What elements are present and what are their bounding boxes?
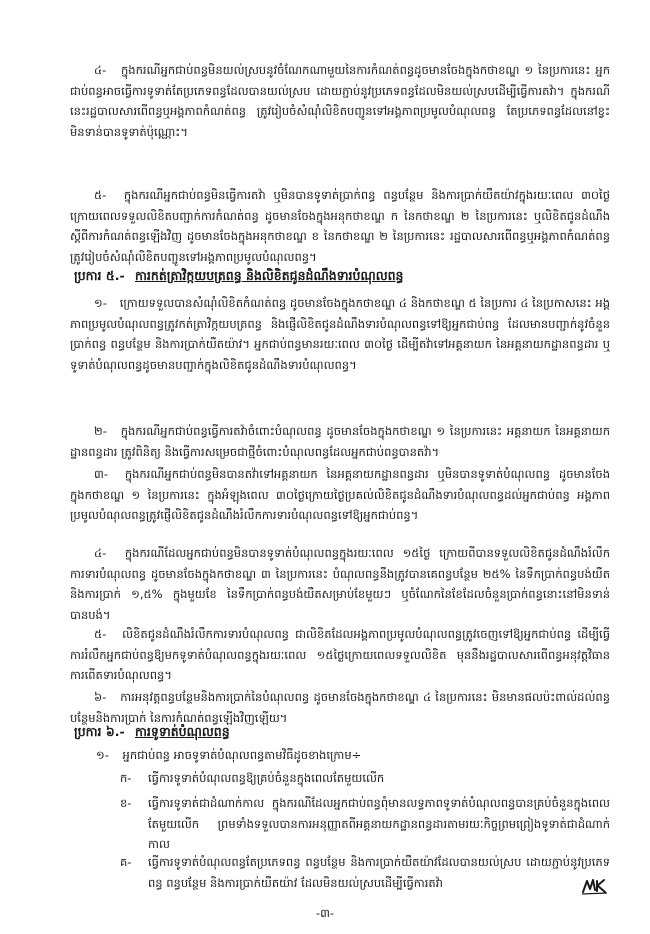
page-number: -៣-	[315, 906, 335, 920]
item-number: ៣-	[94, 467, 108, 481]
subitem-text: ធ្វើការទូទាត់បំណុលពន្ធឱ្យគ្រប់ចំនួនក្នុងពេលតែមួយលើក	[148, 771, 385, 785]
item-text: ការអនុវត្តពន្ធបន្ថែមនិងការប្រាក់នៃបំណុលពន្ធ ដូចមានចែងក្នុងកថាខណ្ឌ ៤ នៃប្រការនេះ មិនមានផលប៉ះពាល់ដល់ពន្ធបន្ថែមនិងការប្រាក់ នៃការកំណត់ពន្ធឡើងវិញឡើយ។	[70, 690, 610, 725]
handwritten-initials	[580, 875, 610, 897]
section-6-subitem-ka	[120, 768, 610, 789]
item-number: ៥-	[94, 627, 107, 641]
section-5-item-2	[70, 421, 610, 462]
item-number: ២-	[94, 424, 107, 438]
item-text: អ្នកជាប់ពន្ធ អាចទូទាត់បំណុលពន្ធតាមវិធីដូចខាងក្រោម÷	[122, 748, 362, 762]
section-6-item-1	[96, 745, 361, 766]
section-5-item-5	[70, 624, 610, 686]
section-title: ការកត់ត្រាវិក្កយបត្រពន្ធ និងលិខិតជូនដំណឹងទារបំណុលពន្ធ	[135, 268, 404, 283]
section-heading-6	[74, 724, 230, 743]
section-number: ប្រការ ៥.-	[74, 268, 125, 283]
item-text: ក្នុងករណីដែលអ្នកជាប់ពន្ធមិនបានទូទាត់បំណុលពន្ធក្នុងរយៈពេល ១៥ថ្ងៃ ក្រោយពីបានទទួលលិខិតជូនដំណឹងរំលឹកការទារបំណុលពន្ធ ដូចមានចែងក្នុងកថាខណ្ឌ ៣ នៃប្រការនេះ បំណុលពន្ធនឹងត្រូវបានគេពន្ធបន្ថែម ២៥% នៃទឹកប្រាក់ពន្ធបង់យឺត និងការប្រាក់ ១,៥% ក្នុងមួយខែ នៃទឹកប្រាក់ពន្ធបង់យឺតសម្រាប់ខែមួយៗ ឬចំណែកនៃខែដែលចំនួនប្រាក់ពន្ធនោះនៅមិនទាន់បានបង់។	[70, 546, 610, 622]
subitem-marker: គ-	[120, 855, 132, 869]
section-5-item-4	[70, 543, 610, 625]
section-5-item-1	[70, 293, 610, 375]
subitem-marker: ខ-	[120, 796, 132, 810]
subitem-text: ធ្វើការទូទាត់ជាដំណាក់កាល ក្នុងករណីដែលអ្នកជាប់ពន្ធពុំមានលទ្ធភាពទូទាត់បំណុលពន្ធបានគ្រប់ចំនួនក្នុងពេលតែមួយលើក ព្រមទាំងទទួលបានការអនុញ្ញាតពីអគ្គនាយកដ្ឋានពន្ធដារតាមរយៈកិច្ចព្រមព្រៀងទូទាត់ជាដំណាក់កាល	[148, 796, 610, 851]
item-number: ១-	[96, 748, 109, 762]
paragraph-number: ៥-	[94, 188, 107, 202]
section-6-subitem-ko	[120, 852, 610, 893]
item-number: ៤-	[94, 546, 107, 560]
paragraph-number: ៤-	[94, 63, 107, 77]
section-number: ប្រការ ៦.-	[74, 724, 125, 739]
subitem-text: ធ្វើការទូទាត់បំណុលពន្ធតែប្រភេទពន្ធ ពន្ធបន្ថែម និងការប្រាក់យឺតយ៉ាវដែលបានយល់ស្រប ដោយភ្ជាប់នូវប្រភេទពន្ធ ពន្ធបន្ថែម និងការប្រាក់យឺតយ៉ាវ ដែលមិនយល់ស្របដើម្បីធ្វើការតវ៉ា	[148, 855, 610, 890]
subitem-marker: ក-	[120, 771, 132, 785]
item-text: ក្នុងករណីអ្នកជាប់ពន្ធធ្វើការតវ៉ាចំពោះបំណុលពន្ធ ដូចមានចែងក្នុងកថាខណ្ឌ ១ នៃប្រការនេះ អគ្គនាយក នៃអគ្គនាយកដ្ឋានពន្ធដារ ត្រូវពិនិត្យ និងធ្វើការសម្រេចជាថ្មីចំពោះបំណុលពន្ធដែលអ្នកជាប់ពន្ធបានតវ៉ា។	[70, 424, 611, 459]
item-text: លិខិតជូនដំណឹងរំលឹកការទារបំណុលពន្ធ ជាលិខិតដែលអង្គភាពប្រមូលបំណុលពន្ធត្រូវចេញទៅឱ្យអ្នកជាប់ពន្ធ ដើម្បីធ្វើការរំលឹកអ្នកជាប់ពន្ធឱ្យមកទូទាត់បំណុលពន្ធក្នុងរយៈពេល ១៥ថ្ងៃក្រោយពេលទទួលលិខិត មុននឹងរដ្ឋបាលសារពើពន្ធអនុវត្តវិធានការពើតទារបំណុលពន្ធ។	[70, 627, 611, 682]
item-text: ក្នុងករណីអ្នកជាប់ពន្ធមិនបានតវ៉ាទៅអគ្គនាយក នៃអគ្គនាយកដ្ឋានពន្ធដារ ឬមិនបានទូទាត់បំណុលពន្ធ ដូចមានចែងក្នុងកថាខណ្ឌ ១ នៃប្រការនេះ ក្នុងអំឡុងពេល ៣០ថ្ងៃក្រោយថ្ងៃប្រគល់លិខិតជូនដំណឹងទារបំណុលពន្ធដល់អ្នកជាប់ពន្ធ អង្គភាពប្រមូលបំណុលពន្ធត្រូវផ្ញើលិខិតជូនដំណឹងរំលឹកការទារបំណុលពន្ធទៅឱ្យអ្នកជាប់ពន្ធ។	[70, 467, 611, 522]
section-heading-5	[74, 268, 403, 287]
paragraph-text: ក្នុងករណីអ្នកជាប់ពន្ធមិនធ្វើការតវ៉ា ឬមិនបានទូទាត់ប្រាក់ពន្ធ ពន្ធបន្ថែម និងការប្រាក់យឺតយ៉ាវក្នុងរយៈពេល ៣០ថ្ងៃ ក្រោយពេលទទួលលិខិតបញ្ជាក់ការកំណត់ពន្ធ ដូចមានចែងក្នុងអនុកថាខណ្ឌ ក នៃកថាខណ្ឌ ២ នៃប្រការនេះ ឬលិខិតជូនដំណឹងស្តីពីការកំណត់ពន្ធឡើងវិញ ដូចមានចែងក្នុងអនុកថាខណ្ឌ ខ នៃកថាខណ្ឌ ២ នៃប្រការនេះ រដ្ឋបាលសារពើពន្ធឬអង្គភាពកំណត់ពន្ធ ត្រូវរៀបចំសំណុំលិខិតបញ្ជូនទៅអង្គភាពប្រមូលបំណុលពន្ធ។	[70, 188, 610, 264]
paragraph-text: ក្នុងករណីអ្នកជាប់ពន្ធមិនយល់ស្របនូវចំណែកណាមួយនៃការកំណត់ពន្ធដូចមានចែងក្នុងកថាខណ្ឌ ១ នៃប្រការនេះ អ្នកជាប់ពន្ធអាចធ្វើការទូទាត់តែប្រភេទពន្ធដែលបានយល់ស្រប ដោយភ្ជាប់នូវប្រភេទពន្ធដែលមិនយល់ស្របដើម្បីធ្វើការតវ៉ា។ ក្នុងករណីនេះរដ្ឋបាលសារពើពន្ធឬអង្គភាពកំណត់ពន្ធ ត្រូវរៀបចំសំណុំលិខិតបញ្ជូនទៅអង្គភាពប្រមូលបំណុលពន្ធ តែប្រភេទពន្ធដែលនៅខ្វះមិនទាន់បានទូទាត់ប៉ុណ្ណោះ។	[70, 63, 611, 139]
section-5-item-6	[70, 687, 610, 728]
section-title: ការទូទាត់បំណុលពន្ធ	[135, 724, 230, 739]
paragraph-5	[70, 185, 610, 267]
section-6-subitem-kha	[120, 793, 610, 855]
item-text: ក្រោយទទួលបានសំណុំលិខិតកំណត់ពន្ធ ដូចមានចែងក្នុងកថាខណ្ឌ ៤ និងកថាខណ្ឌ ៥ នៃប្រការ ៤ នៃប្រកាសនេះ អង្គភាពប្រមូលបំណុលពន្ធត្រូវកត់ត្រាវិក្កយបត្រពន្ធ និងផ្ញើលិខិតជូនដំណឹងទារបំណុលពន្ធទៅឱ្យអ្នកជាប់ពន្ធ ដែលមានបញ្ជាក់នូវចំនួនប្រាក់ពន្ធ ពន្ធបន្ថែម និងការប្រាក់យឺតយ៉ាវ។ អ្នកជាប់ពន្ធមានរយៈពេល ៣០ថ្ងៃ ដើម្បីតវ៉ាទៅអគ្គនាយក នៃអគ្គនាយកដ្ឋានពន្ធដារ ឬទូទាត់បំណុលពន្ធដូចមានបញ្ជាក់ក្នុងលិខិតជូនដំណឹងទារបំណុលពន្ធ។	[70, 296, 610, 372]
section-5-item-3	[70, 464, 610, 526]
item-number: ១-	[94, 296, 107, 310]
paragraph-4	[70, 60, 610, 142]
item-number: ៦-	[94, 690, 107, 704]
